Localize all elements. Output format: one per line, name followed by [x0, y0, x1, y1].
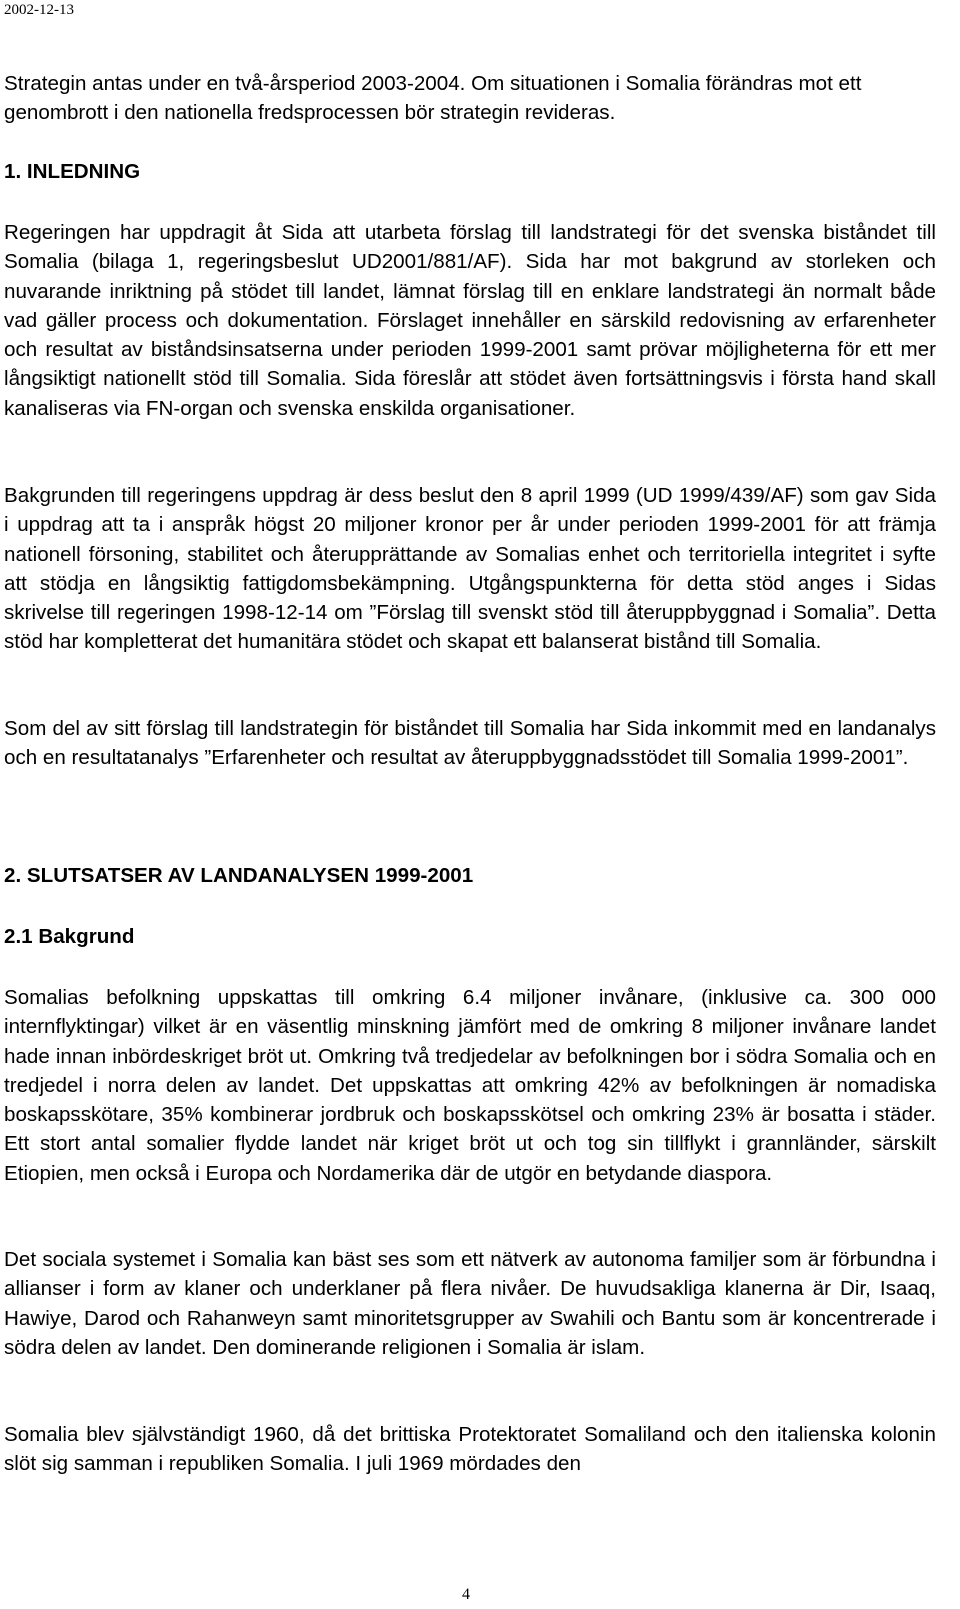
paragraph-befolkning: Somalias befolkning uppskattas till omkring 6.4 miljoner invånare, (inklusive ca. 300 000 internflyktingar) vilket är en väsentlig minskning jämfört med de omkring 8 miljoner invånare landet hade innan inbördeskriget bröt ut. Omkring två tredjedelar av befolkningen bor i södra Somalia och en tredjedel i norra delen av landet. Det uppskattas att omkring 42% av befolkningen är nomadiska boskapsskötare, 35% kombinerar jordbruk och boskapsskötsel och omkring 23% är bosatta i städer. Ett stort antal somalier flydde landet när kriget bröt ut och tog sin tillflykt i grannländer, särskilt Etiopien, men också i Europa och Nordamerika där de utgör en betydande diaspora.: [4, 986, 936, 1185]
paragraph-sjalvstandighet: Somalia blev självständigt 1960, då det brittiska Protektoratet Somaliland och den italienska kolonin slöt sig samman i republiken Somalia. I juli 1969 mördades den: [4, 1423, 936, 1476]
section-heading-inledning: 1. INLEDNING: [4, 160, 141, 183]
page-number: 4: [462, 1586, 470, 1603]
intro-paragraph: Strategin antas under en två-årsperiod 2003-2004. Om situationen i Somalia förändras mot ett genombrott i den nationella fredsprocessen bör strategin revideras.: [4, 72, 862, 125]
paragraph-landanalys: Som del av sitt förslag till landstrategin för biståndet till Somalia har Sida inkommit med en landanalys och en resultatanalys ”Erfarenheter och resultat av återuppbyggnadsstödet till Somalia 1999-2001”.: [4, 717, 936, 770]
page-date: 2002-12-13: [4, 2, 74, 18]
paragraph-uppdrag: Regeringen har uppdragit åt Sida att utarbeta förslag till landstrategi för det svenska biståndet till Somalia (bilaga 1, regeringsbeslut UD2001/881/AF). Sida har mot bakgrund av storleken och nuvarande inriktning på stödet till landet, lämnat förslag till en enklare landstrategi än normalt både vad gäller process och dokumentation. Förslaget innehåller en särskild redovisning av erfarenheter och resultat av biståndsinsatserna under perioden 1999-2001 samt prövar möjligheterna för ett mer långsiktigt nationellt stöd till Somalia. Sida föreslår att stödet även fortsättningsvis i första hand skall kanaliseras via FN-organ och svenska enskilda organisationer.: [4, 221, 936, 420]
subsection-heading-bakgrund: 2.1 Bakgrund: [4, 925, 135, 948]
paragraph-bakgrunden: Bakgrunden till regeringens uppdrag är dess beslut den 8 april 1999 (UD 1999/439/AF) som gav Sida i uppdrag att ta i anspråk högst 20 miljoner kronor per år under perioden 1999-2001 för att främja nationell försoning, stabilitet och återupprättande av Somalias enhet och territoriella integritet i syfte att stödja en långsiktig fattigdomsbekämpning. Utgångspunkterna för detta stöd anges i Sidas skrivelse till regeringen 1998-12-14 om ”Förslag till svenskt stöd till återuppbyggnad i Somalia”. Detta stöd har kompletterat det humanitära stödet och skapat ett balanserat bistånd till Somalia.: [4, 484, 936, 654]
section-heading-slutsatser: 2. SLUTSATSER AV LANDANALYSEN 1999-2001: [4, 864, 474, 887]
paragraph-sociala-systemet: Det sociala systemet i Somalia kan bäst ses som ett nätverk av autonoma familjer som är förbundna i allianser i form av klaner och underklaner på flera nivåer. De huvudsakliga klanerna är Dir, Isaaq, Hawiye, Darod och Rahanweyn samt minoritetsgrupper av Swahili och Bantu som är koncentrerade i södra delen av landet. Den dominerande religionen i Somalia är islam.: [4, 1248, 936, 1359]
